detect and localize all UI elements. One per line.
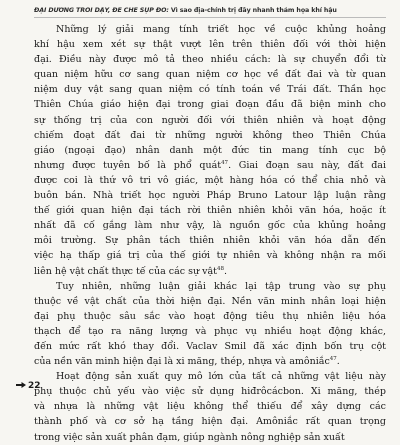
paragraph xyxy=(34,22,386,279)
text-line xyxy=(34,173,386,188)
text-line-content: sự thống trị của con người đối với thiên nhiên và hoạt động xyxy=(34,114,386,126)
footnote-marker[interactable]: 48 xyxy=(216,265,224,272)
text-line-content: đại phụ thuộc sâu sắc vào hoạt động tiêu thụ nhiên liệu hóa xyxy=(34,310,386,322)
text-line-content: thạch để tạo ra năng lượng và phục vụ nhiều hoạt động khác, xyxy=(34,325,386,337)
right-arrow-icon xyxy=(16,382,26,388)
text-line-content: chiếm đoạt đất đai từ những người không theo Thiên Chúa xyxy=(34,129,386,141)
text-line-content: của nền văn minh hiện đại là xi măng, thép, nhựa và amôniắc xyxy=(34,356,330,368)
paragraph xyxy=(34,369,386,444)
text-line xyxy=(34,97,386,112)
text-line-content: được coi là thứ vô tri vô giác, một hàng hóa có thể chia nhỏ và xyxy=(34,174,386,186)
text-line xyxy=(34,324,386,339)
text-line-content: môi trường. Sự phân tách thiên nhiên khỏi văn hóa dẫn đến xyxy=(34,235,386,247)
text-line xyxy=(34,143,386,158)
text-line-tail: . xyxy=(223,265,227,277)
text-line-content: Hoạt động sản xuất quy mô lớn của tất cả những vật liệu này xyxy=(56,371,386,383)
text-line xyxy=(34,203,386,218)
text-line xyxy=(34,188,386,203)
text-line xyxy=(34,309,386,324)
text-line xyxy=(34,294,386,309)
text-line xyxy=(34,22,386,37)
text-line-content: quan niệm hữu cơ sang quan niệm cơ học về đất đai và từ quan xyxy=(34,69,386,81)
running-header-subtitle: Vì sao địa-chính trị đầy nhanh thảm họa khí hậu xyxy=(168,7,337,14)
text-line xyxy=(34,37,386,52)
text-line xyxy=(34,279,386,294)
body-text xyxy=(34,22,386,445)
paragraph xyxy=(34,279,386,370)
footnote-marker[interactable]: 47 xyxy=(221,159,229,166)
text-line xyxy=(34,52,386,67)
text-line-content: thuộc về vật chất của thời hiện đại. Nền văn minh nhân loại hiện xyxy=(34,295,386,307)
text-line-content: đại. Điều này được mô tả theo nhiều cách: là sự chuyển đổi từ xyxy=(34,54,386,66)
text-line-content: nhất đã cố gắng làm như vậy, là nguồn gốc của khủng hoảng xyxy=(34,220,386,232)
running-header-title: ĐẠI DƯƠNG TRỖI DẬY, ĐẾ CHẾ SỤP ĐỔ: xyxy=(34,7,169,14)
text-line xyxy=(34,354,386,369)
text-line-content: việc hạ thấp giá trị của thế giới tự nhiên và không nhận ra mối xyxy=(34,250,386,262)
text-line-tail: . Giai đoạn sau này, đất đai xyxy=(228,159,386,171)
text-line xyxy=(34,399,386,414)
text-line xyxy=(34,339,386,354)
text-line-content: nhưng được tuyên bố là phổ quát xyxy=(34,159,222,171)
footnote-marker[interactable]: 47 xyxy=(329,356,337,363)
text-line xyxy=(34,248,386,263)
text-line xyxy=(34,414,386,429)
text-line-content: niệm duy vật sang quan niệm có tính toán về Trái đất. Thần học xyxy=(34,84,386,96)
text-line-tail: . xyxy=(336,356,340,368)
text-line-content: và nhựa là những vật liệu không thể thiếu để xây dựng các xyxy=(34,401,386,413)
text-line-content: đến mức rất khó thay đổi. Vaclav Smil đã xác định bốn trụ cột xyxy=(34,340,386,352)
header-rule xyxy=(34,17,386,18)
text-line-content: buôn bán. Nhà triết học người Pháp Bruno Latour lập luận rằng xyxy=(34,190,386,202)
text-line xyxy=(34,233,386,248)
text-line-content: thành phố và cơ sở hạ tầng hiện đại. Amôniắc rất quan trọng xyxy=(34,416,386,428)
text-line xyxy=(34,113,386,128)
text-line-content: thế giới quan hiện đại tách rời thiên nhiên khỏi văn hóa, hoặc ít xyxy=(34,205,386,217)
text-line xyxy=(34,82,386,97)
text-line xyxy=(34,369,386,384)
text-line xyxy=(34,430,386,445)
page-footer xyxy=(16,381,41,391)
text-line xyxy=(34,264,386,279)
text-line-content: liên hệ vật chất thực tế của các sự vật xyxy=(34,265,217,277)
text-line-content: giáo (ngoại đạo) nhân danh một đức tin mang tính cục bộ xyxy=(34,144,386,156)
page-number: 22 xyxy=(28,381,41,391)
text-line xyxy=(34,218,386,233)
text-line-content: Tuy nhiên, những luận giải khác lại tập trung vào sự phụ xyxy=(56,280,386,292)
text-line-content: phụ thuộc chủ yếu vào việc sử dụng hiđrôcácbon. Xi măng, thép xyxy=(34,386,386,398)
text-line xyxy=(34,158,386,173)
text-line-content: khí hậu xem xét sự thật vượt lên trên thiên đối với thời hiện xyxy=(34,39,386,51)
text-line xyxy=(34,128,386,143)
text-line xyxy=(34,384,386,399)
text-line-content: Những lý giải mang tính triết học về cuộc khủng hoảng xyxy=(56,24,386,35)
running-header xyxy=(34,7,384,14)
text-line-content: Thiên Chúa giáo hiện đại trong giai đoạn đầu đã biện minh cho xyxy=(34,99,386,111)
text-line xyxy=(34,67,386,82)
text-line-content: trong việc sản xuất phân đạm, giúp ngành nông nghiệp sản xuất xyxy=(34,431,345,443)
